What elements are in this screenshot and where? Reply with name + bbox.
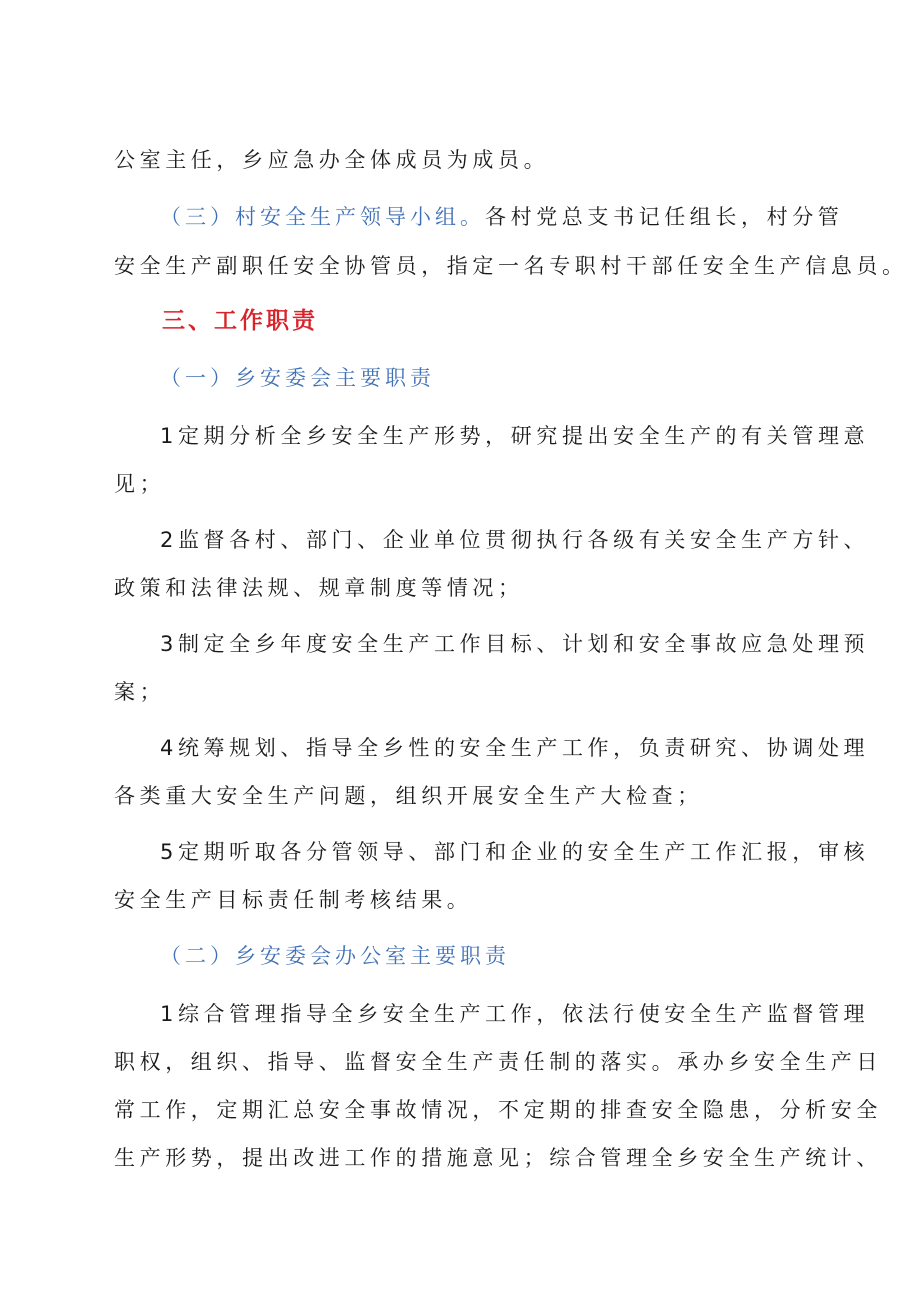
list-item-line: 常工作，定期汇总安全事故情况，不定期的排查安全隐患，分析安全 <box>114 1098 882 1122</box>
list-item-line: 案； <box>114 680 166 704</box>
section-heading: 三、工作职责 <box>162 308 318 334</box>
subheading-village-group: （三）村安全生产领导小组。 <box>160 205 485 229</box>
list-item-line: 政策和法律法规、规章制度等情况； <box>114 576 524 600</box>
list-item-line: 职权，组织、指导、监督安全生产责任制的落实。承办乡安全生产日 <box>114 1050 882 1074</box>
list-item-line: 见； <box>114 472 166 496</box>
list-item-line: 1综合管理指导全乡安全生产工作，依法行使安全生产监督管理 <box>160 1002 870 1026</box>
paragraph-line: 公室主任，乡应急办全体成员为成员。 <box>114 148 550 172</box>
village-group-paragraph-line <box>160 207 843 228</box>
subheading-committee-duties: （一）乡安委会主要职责 <box>160 366 435 390</box>
paragraph-text: 各村党总支书记任组长，村分管 <box>485 205 844 229</box>
list-item-line: 2监督各村、部门、企业单位贯彻执行各级有关安全生产方针、 <box>160 528 870 552</box>
list-item-line: 1定期分析全乡安全生产形势，研究提出安全生产的有关管理意 <box>160 424 870 448</box>
list-item-line: 生产形势，提出改进工作的措施意见；综合管理全乡安全生产统计、 <box>114 1146 882 1170</box>
list-item-line: 3制定全乡年度安全生产工作目标、计划和安全事故应急处理预 <box>160 632 870 656</box>
list-item-line: 5定期听取各分管领导、部门和企业的安全生产工作汇报，审核 <box>160 840 870 864</box>
subheading-office-duties: （二）乡安委会办公室主要职责 <box>160 944 510 968</box>
list-item-line: 安全生产目标责任制考核结果。 <box>114 888 473 912</box>
paragraph-line: 安全生产副职任安全协管员，指定一名专职村干部任安全生产信息员。 <box>114 254 908 278</box>
list-item-line: 各类重大安全生产问题，组织开展安全生产大检查； <box>114 784 703 808</box>
list-item-line: 4统筹规划、指导全乡性的安全生产工作，负责研究、协调处理 <box>160 736 870 760</box>
